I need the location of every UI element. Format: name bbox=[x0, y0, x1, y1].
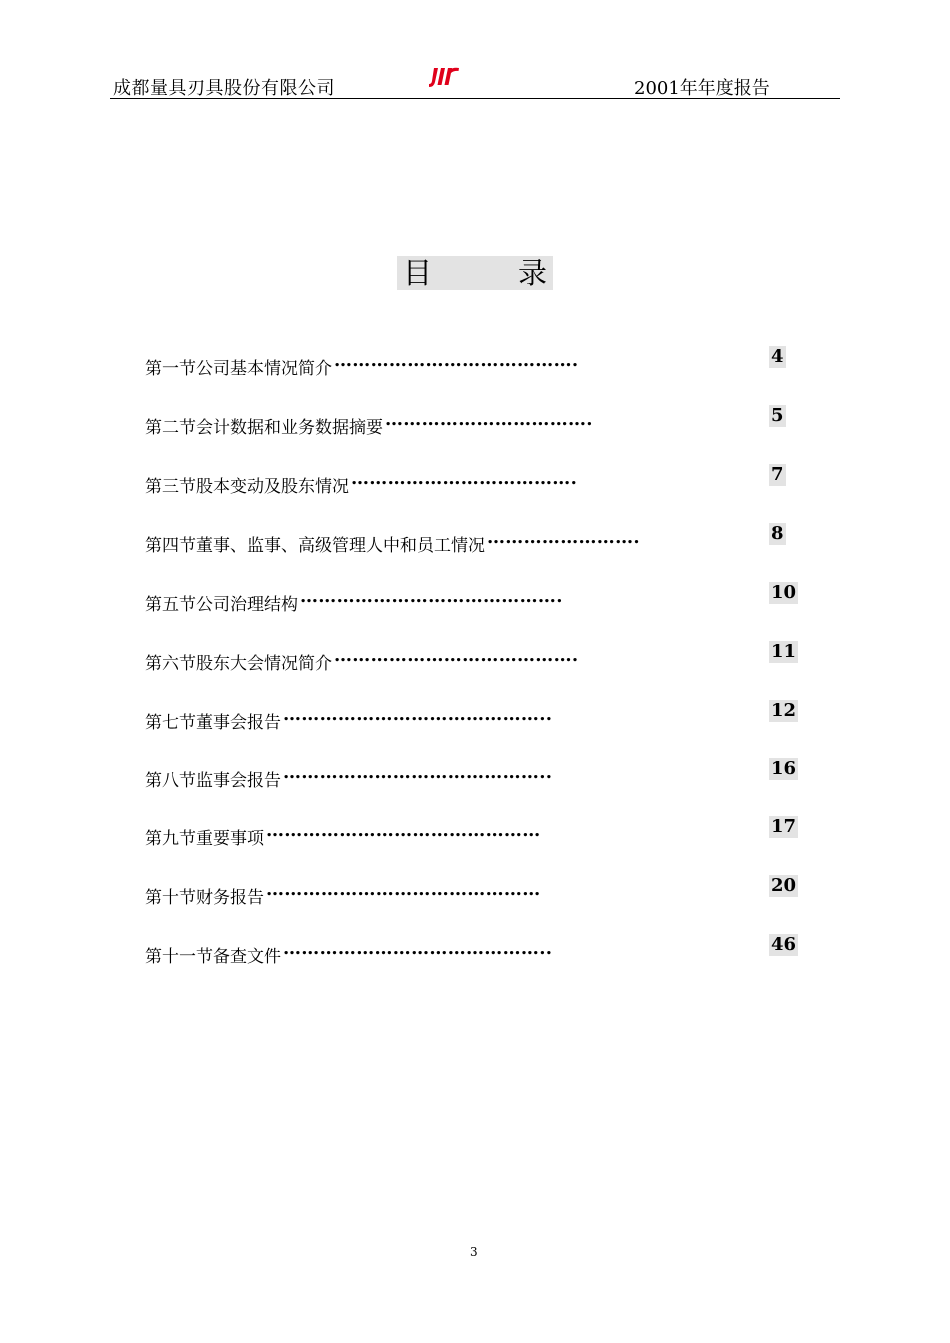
toc-entry-leader: ………………………………. bbox=[351, 468, 578, 489]
toc-entry-label: 第四节董事、监事、高级管理人中和员工情况 bbox=[145, 536, 485, 556]
toc-entry-label: 第六节股东大会情况简介 bbox=[145, 654, 332, 674]
toc-title bbox=[397, 256, 553, 290]
toc-entry-label: 第九节重要事项 bbox=[145, 829, 264, 849]
page-number: 3 bbox=[470, 1245, 478, 1259]
toc-entry-leader: …………………………………. bbox=[334, 645, 579, 666]
toc-entry-page: 17 bbox=[771, 816, 797, 837]
toc-entry-label: 第七节董事会报告 bbox=[145, 713, 281, 733]
toc-entry-leader: …………………………………. bbox=[334, 350, 579, 371]
toc-entry-page: 16 bbox=[771, 758, 797, 779]
toc-entry-leader: …………………………………….. bbox=[283, 762, 553, 783]
toc-entry[interactable] bbox=[145, 816, 805, 850]
header-divider bbox=[110, 98, 840, 99]
toc-entry-page: 46 bbox=[771, 934, 797, 955]
toc-entry-label: 第八节监事会报告 bbox=[145, 771, 281, 791]
toc-entry-page: 8 bbox=[771, 523, 784, 544]
header-report-title: 2001年年度报告 bbox=[634, 78, 770, 99]
company-logo-icon bbox=[428, 66, 460, 90]
toc-entry-page: 11 bbox=[771, 641, 797, 662]
toc-entry-page: 5 bbox=[771, 405, 784, 426]
toc-title-char-2: 录 bbox=[517, 256, 547, 290]
toc-entry-leader: …………………………………….. bbox=[283, 938, 553, 959]
toc-entry-page: 12 bbox=[771, 700, 797, 721]
toc-entry[interactable] bbox=[145, 934, 805, 968]
toc-entry-label: 第三节股本变动及股东情况 bbox=[145, 477, 349, 497]
toc-entry[interactable] bbox=[145, 582, 805, 616]
toc-entry[interactable] bbox=[145, 700, 805, 734]
toc-entry-leader: ……………………………………… bbox=[266, 879, 541, 900]
toc-title-char-1: 目 bbox=[403, 256, 433, 290]
toc-entry-page: 20 bbox=[771, 875, 797, 896]
toc-entry[interactable] bbox=[145, 875, 805, 909]
toc-entry[interactable] bbox=[145, 758, 805, 792]
toc-entry-label: 第二节会计数据和业务数据摘要 bbox=[145, 418, 383, 438]
toc-entry-label: 第五节公司治理结构 bbox=[145, 595, 298, 615]
toc-entry[interactable] bbox=[145, 641, 805, 675]
toc-entry-page: 4 bbox=[771, 346, 784, 367]
header-company-name: 成都量具刃具股份有限公司 bbox=[113, 78, 335, 99]
toc-entry-page: 10 bbox=[771, 582, 797, 603]
toc-entry[interactable] bbox=[145, 405, 805, 439]
toc-entry[interactable] bbox=[145, 523, 805, 557]
toc-entry-label: 第一节公司基本情况简介 bbox=[145, 359, 332, 379]
toc-entry-leader: ……………………. bbox=[487, 527, 640, 548]
toc-entry-page: 7 bbox=[771, 464, 784, 485]
toc-entry-label: 第十节财务报告 bbox=[145, 888, 264, 908]
toc-entry-label: 第十一节备查文件 bbox=[145, 947, 281, 967]
toc-entry-leader: ……………………………………… bbox=[266, 820, 541, 841]
toc-entry[interactable] bbox=[145, 464, 805, 498]
toc-entry-leader: …………………………………….. bbox=[283, 704, 553, 725]
toc-entry-leader: ……………………………. bbox=[385, 409, 593, 430]
toc-entry-leader: ……………………………………. bbox=[300, 586, 563, 607]
toc-entry[interactable] bbox=[145, 346, 805, 380]
